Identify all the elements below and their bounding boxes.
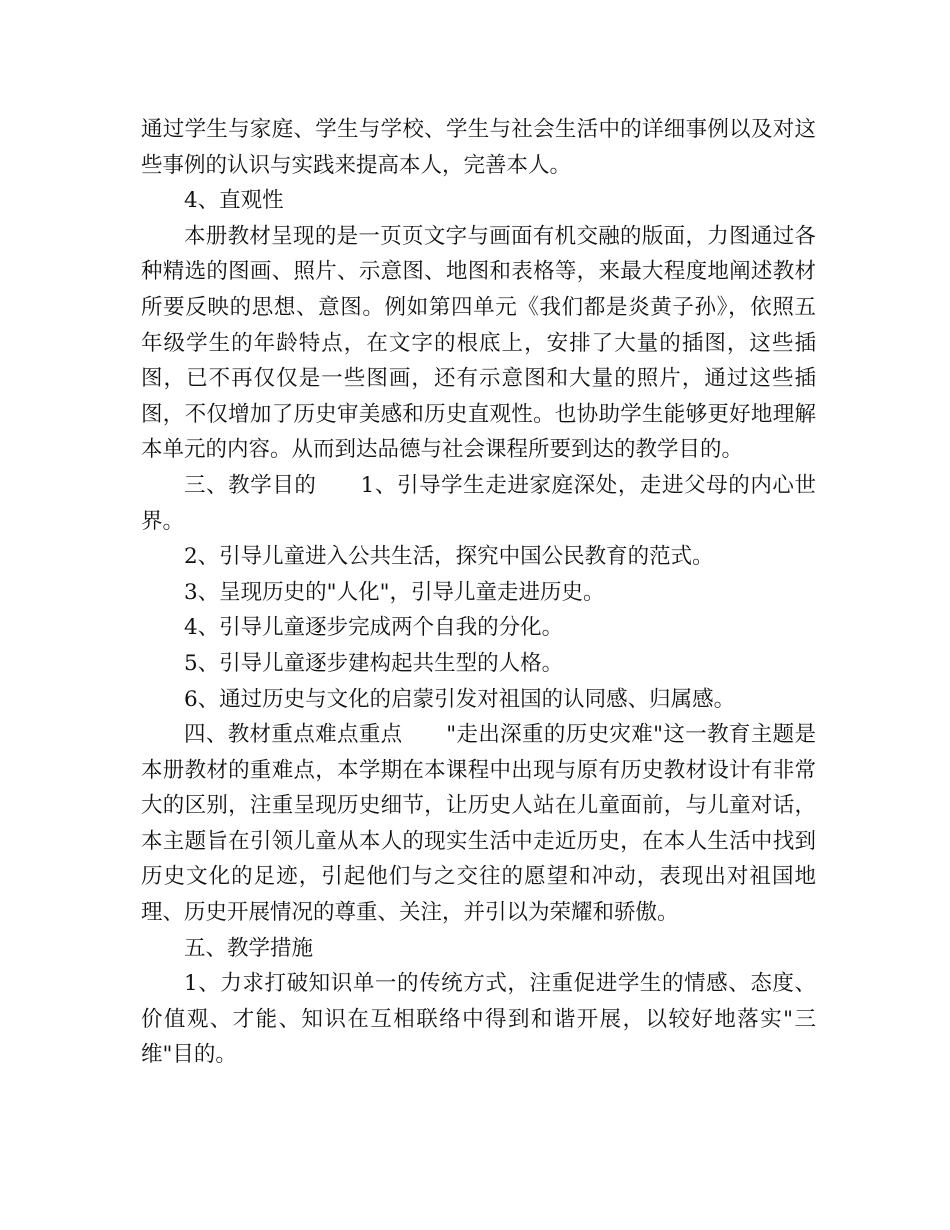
list-item: 5、引导儿童逐步建构起共生型的人格。 [184,650,564,676]
section-heading: 五、教学措施 [184,935,314,961]
list-item: 6、通过历史与文化的启蒙引发对祖国的认同感、归属感。 [184,686,736,712]
section-heading: 4、直观性 [184,188,284,214]
list-item: 4、引导儿童逐步完成两个自我的分化。 [184,615,564,641]
list-item: 3、呈现历史的"人化"，引导儿童走进历史。 [184,579,605,605]
list-item: 2、引导儿童进入公共生活，探究中国公民教育的范式。 [184,544,714,570]
section-heading: 三、教学目的 1、引导学生走进家庭深处，走进父母的内心世界。 [141,472,816,534]
document-body [141,112,816,1073]
paragraph: 1、力求打破知识单一的传统方式，注重促进学生的情感、态度、价值观、才能、知识在互相联络中得到和谐开展，以较好地落实"三维"目的。 [141,971,816,1068]
section-heading: 四、教材重点难点重点 "走出深重的历史灾难"这一教育主题是本册教材的重难点，本学期在本课程中出现与原有历史教材设计有非常大的区别，注重呈现历史细节，让历史人站在儿童面前，与儿童对话，本主题旨在引领儿童从本人的现实生活中走近历史，在本人生活中找到历史文化的足迹，引起他们与之交往的愿望和冲动，表现出对祖国地理、历史开展情况的尊重、关注，并引以为荣耀和骄傲。 [141,722,816,926]
paragraph: 本册教材呈现的是一页页文字与画面有机交融的版面，力图通过各种精选的图画、照片、示意图、地图和表格等，来最大程度地阐述教材所要反映的思想、意图。例如第四单元《我们都是炎黄子孙》，依照五年级学生的年龄特点，在文字的根底上，安排了大量的插图，这些插图，已不再仅仅是一些图画，还有示意图和大量的照片，通过这些插图，不仅增加了历史审美感和历史直观性。也协助学生能够更好地理解本单元的内容。从而到达品德与社会课程所要到达的教学目的。 [141,223,816,463]
paragraph: 通过学生与家庭、学生与学校、学生与社会生活中的详细事例以及对这些事例的认识与实践来提高本人，完善本人。 [141,117,816,178]
